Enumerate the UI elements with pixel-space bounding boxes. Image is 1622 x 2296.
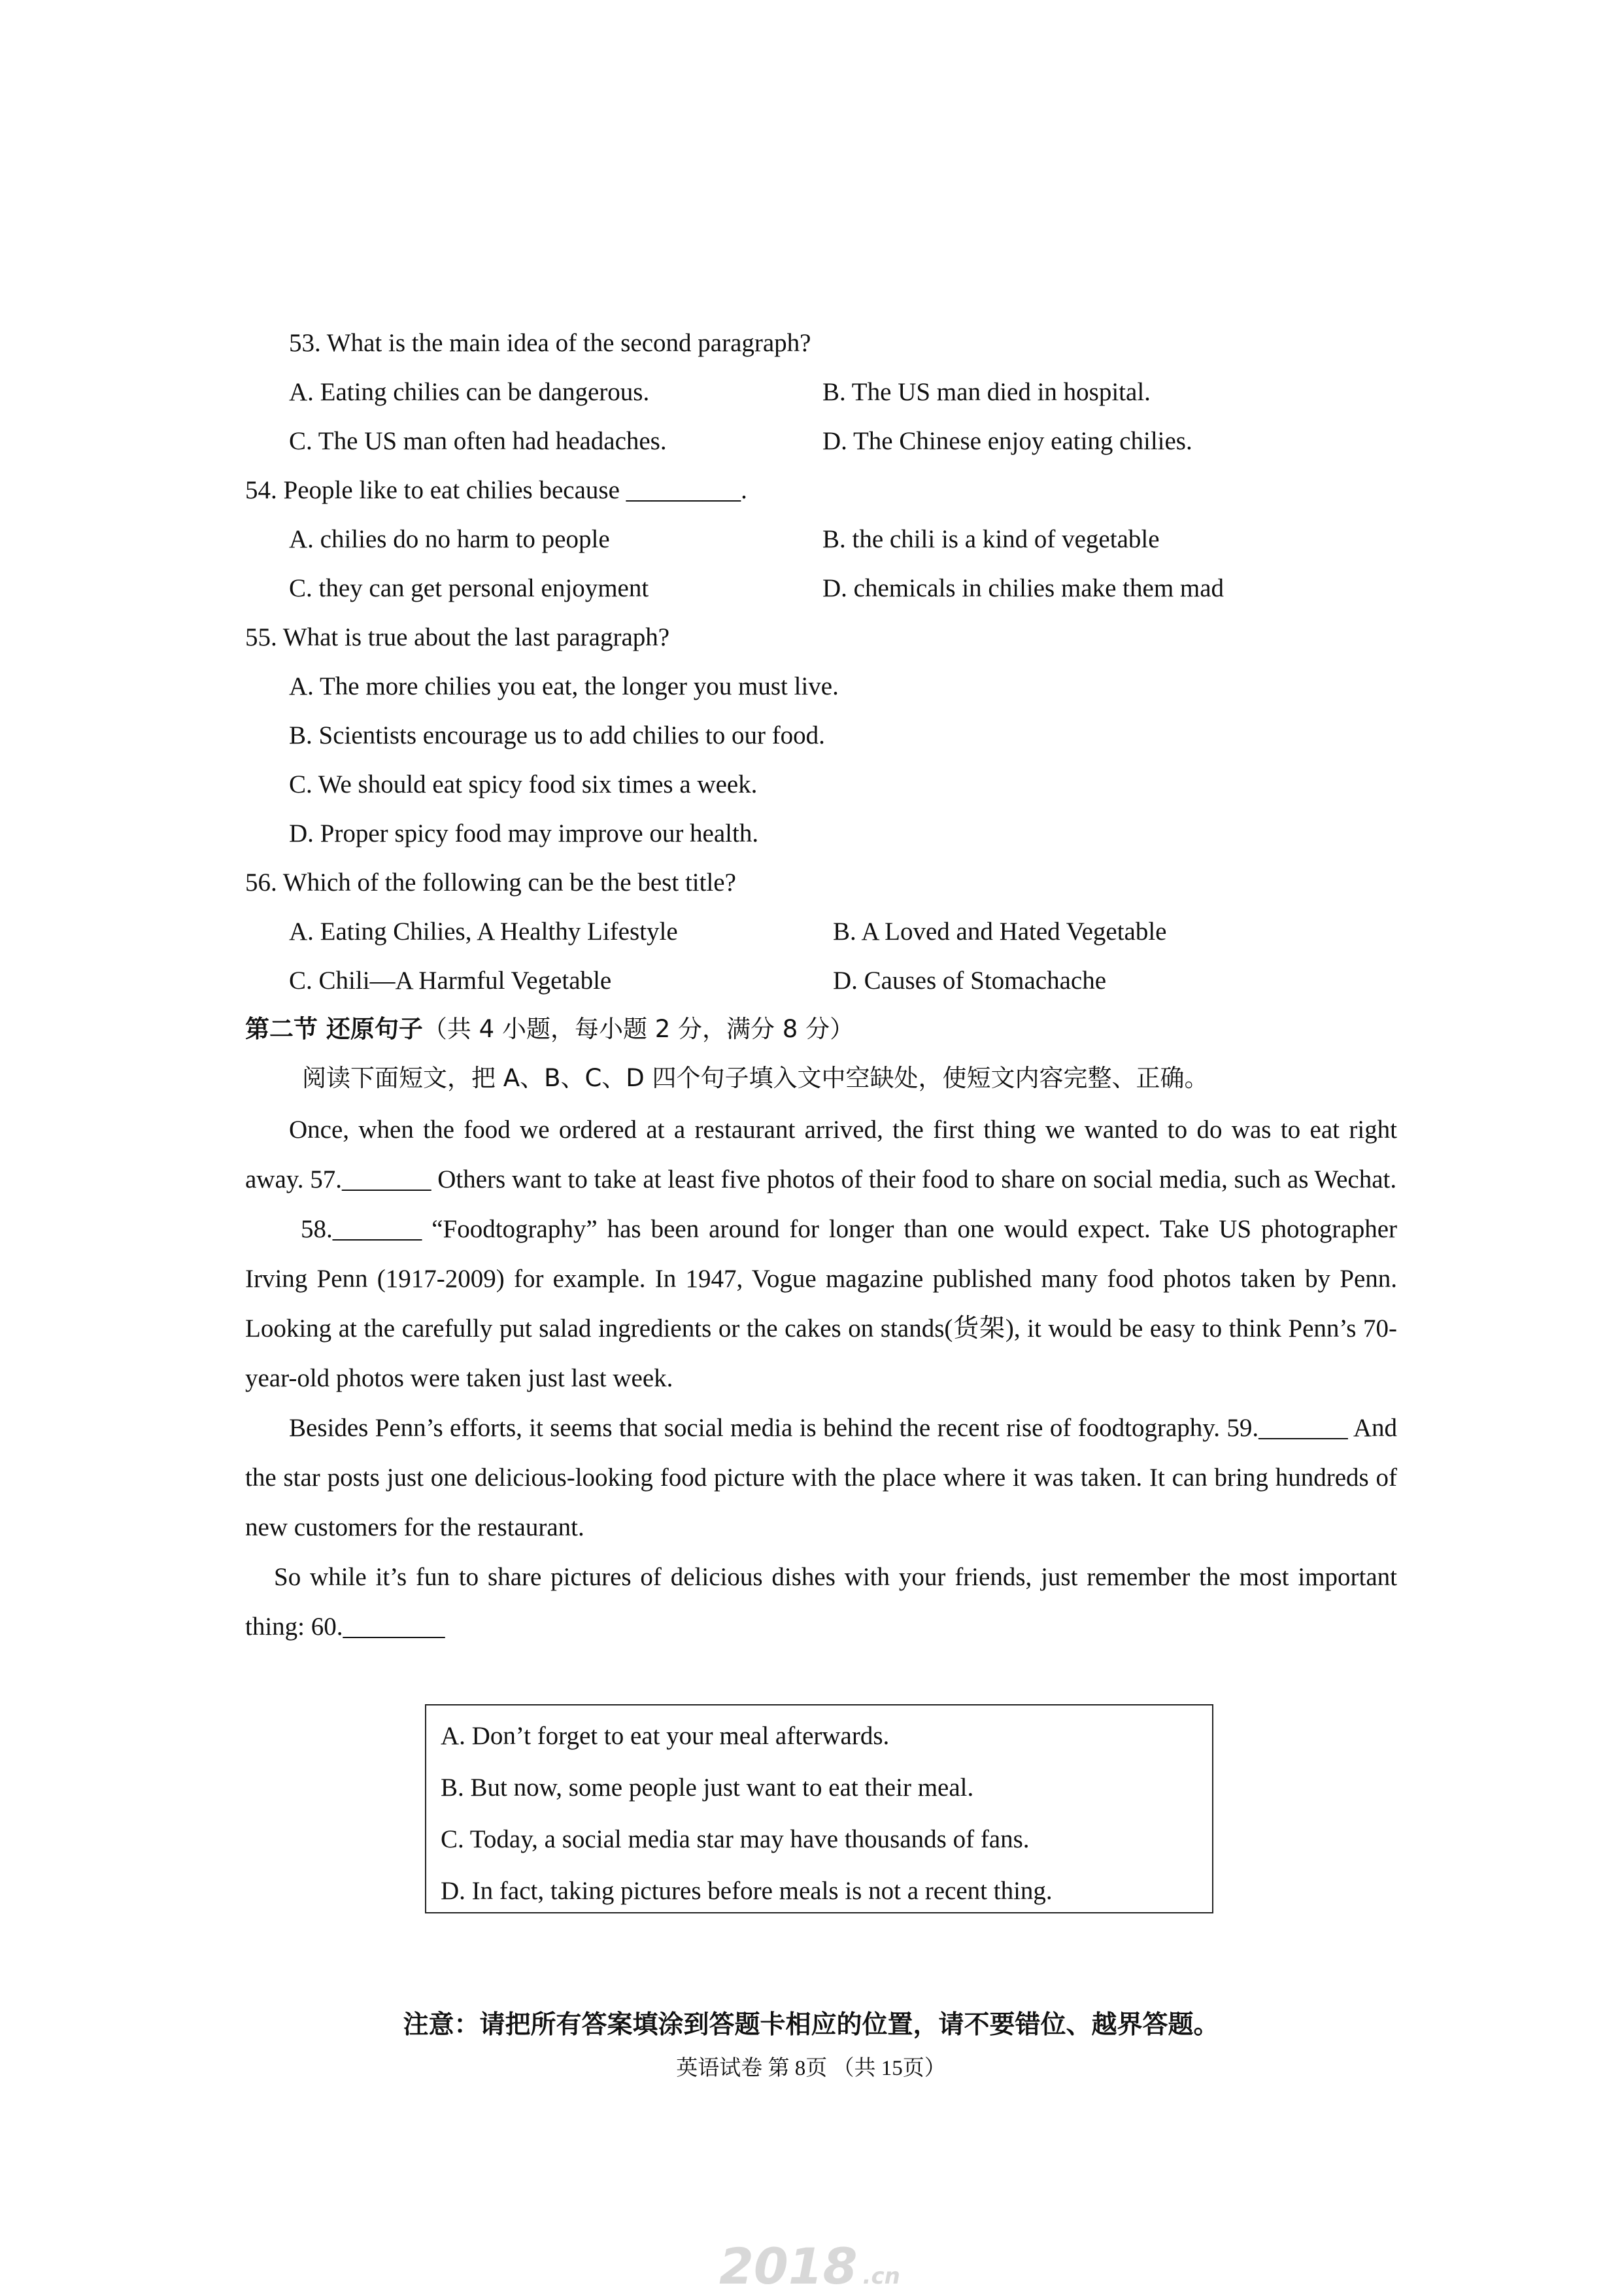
q56-option-c: C. Chili—A Harmful Vegetable [289,967,612,995]
q55-option-b: B. Scientists encourage us to add chilies to our food. [289,721,825,749]
box-option-a: A. Don’t forget to eat your meal afterwards. [441,1722,890,1750]
passage-paragraph-4: So while it’s fun to share pictures of delicious dishes with your friends, just remember the most important thing: 60.________ [245,1563,1397,1641]
q53-option-a: A. Eating chilies can be dangerous. [289,378,650,406]
box-option-b: B. But now, some people just want to eat their meal. [441,1773,974,1802]
passage-paragraph-1: Once, when the food we ordered at a restaurant arrived, the first thing we wanted to do was to eat right away. 57._______ Others want to take at least five photos of their food to share on social media, such as Wechat. [245,1116,1397,1193]
q54-option-d: D. chemicals in chilies make them mad [822,574,1225,602]
q53-option-d: D. The Chinese enjoy eating chilies. [822,427,1192,455]
q55-option-d: D. Proper spicy food may improve our health. [289,819,759,848]
q55-option-c: C. We should eat spicy food six times a week. [289,770,758,798]
page-footer: 英语试卷 第 8页 （共 15页） [676,2057,946,2080]
section-info: （共 4 小题，每小题 2 分，满分 8 分） [422,1015,854,1043]
question-54-stem: 54. People like to eat chilies because _________. [245,476,747,504]
q54-option-b: B. the chili is a kind of vegetable [822,525,1160,553]
box-option-c: C. Today, a social media star may have thousands of fans. [441,1825,1030,1853]
question-55-stem: 55. What is true about the last paragraph? [245,623,670,651]
options-box [425,1704,1213,1913]
answer-notice: 注意：请把所有答案填涂到答题卡相应的位置，请不要错位、越界答题。 [403,2010,1219,2040]
q54-option-c: C. they can get personal enjoyment [289,574,649,602]
watermark-main: 2018 [719,2237,858,2295]
question-53-stem: 53. What is the main idea of the second paragraph? [289,329,811,357]
q55-option-a: A. The more chilies you eat, the longer you must live. [289,672,839,700]
watermark-logo [719,2236,900,2296]
question-56-stem: 56. Which of the following can be the best title? [245,868,736,897]
q56-option-b: B. A Loved and Hated Vegetable [833,917,1167,946]
q53-option-c: C. The US man often had headaches. [289,427,667,455]
q56-option-d: D. Causes of Stomachache [833,967,1107,995]
q56-option-a: A. Eating Chilies, A Healthy Lifestyle [289,917,678,946]
passage-paragraph-2: 58._______ “Foodtography” has been around for longer than one would expect. Take US photographer Irving Penn (1917-2009) for example. In 1947, Vogue magazine published many food photos taken by Penn. Looking at the carefully put salad ingredients or the cakes on stands(货架), it would be easy to think Penn’s 70-year-old photos were taken just last week. [245,1215,1397,1392]
q53-option-b: B. The US man died in hospital. [822,378,1151,406]
section-title: 第二节 还原句子 [245,1015,423,1043]
box-option-d: D. In fact, taking pictures before meals is not a recent thing. [441,1877,1053,1905]
passage [245,1105,1397,1652]
section-instruction: 阅读下面短文，把 A、B、C、D 四个句子填入文中空缺处，使短文内容完整、正确。 [302,1064,1209,1092]
section-heading [245,1015,854,1044]
passage-paragraph-3: Besides Penn’s efforts, it seems that social media is behind the recent rise of foodtography. 59._______ And the star posts just one delicious-looking food picture with the place where it was taken. It can bring hundreds of new customers for the restaurant. [245,1414,1397,1541]
q54-option-a: A. chilies do no harm to people [289,525,610,553]
watermark-suffix: .cn [862,2263,900,2289]
